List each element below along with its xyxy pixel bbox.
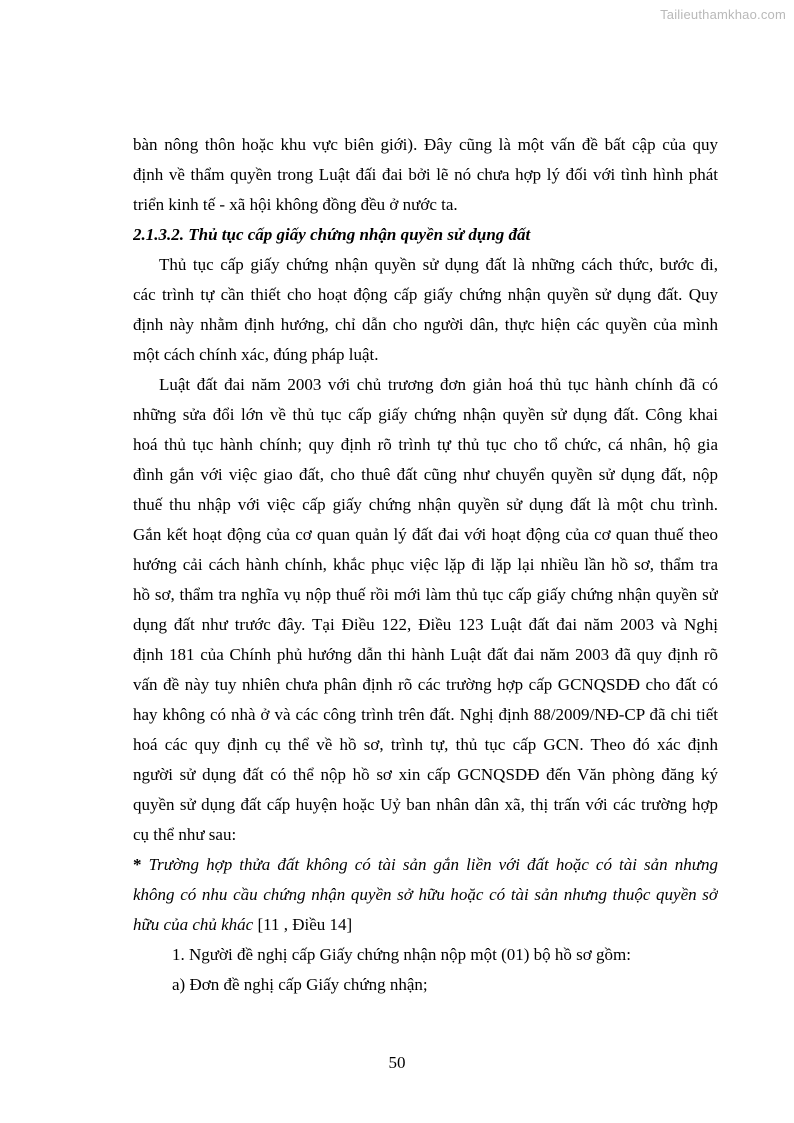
text-line: hồ sơ, thẩm tra nghĩa vụ nộp thuế rồi mới làm thủ tục cấp giấy chứng nhận quyền sử (133, 585, 718, 604)
case-note-text: Trường hợp thửa đất không có tài sản gắn liền với đất hoặc có tài sản nhưng (148, 855, 718, 874)
text-line: Thủ tục cấp giấy chứng nhận quyền sử dụng đất là những cách thức, bước đi, (159, 255, 718, 274)
text-line: cụ thể như sau: (133, 825, 237, 844)
text-line: hoá thủ tục hành chính; quy định rõ trình tự thủ tục cho tổ chức, cá nhân, hộ gia (133, 435, 718, 454)
text-line: các trình tự cần thiết cho hoạt động cấp giấy chứng nhận quyền sử dụng đất. Quy (133, 285, 718, 304)
text-line: những sửa đổi lớn về thủ tục cấp giấy chứng nhận quyền sử dụng đất. Công khai (133, 405, 718, 424)
case-note-text: hữu của chủ khác (133, 915, 254, 934)
text-line: thuế thu nhập với việc cấp giấy chứng nhận quyền sử dụng đất là một chu trình. (133, 495, 718, 514)
text-line: Gắn kết hoạt động của cơ quan quản lý đất đai với hoạt động của cơ quan thuế theo (133, 525, 718, 544)
text-line: Luật đất đai năm 2003 với chủ trương đơn giản hoá thủ tục hành chính đã có (159, 375, 718, 394)
case-note-line: không có nhu cầu chứng nhận quyền sở hữu hoặc có tài sản nhưng thuộc quyền sở (133, 885, 718, 904)
page-number: 50 (388, 1053, 406, 1072)
text-line: người sử dụng đất có thể nộp hồ sơ xin cấp GCNQSDĐ đến Văn phòng đăng ký (133, 765, 718, 784)
document-body (133, 130, 718, 1000)
text-line: dụng đất như trước đây. Tại Điều 122, Điều 123 Luật đất đai năm 2003 và Nghị (133, 615, 718, 634)
text-line: đình gắn với việc giao đất, cho thuê đất cũng như chuyển quyền sử dụng đất, nộp (133, 465, 718, 484)
case-note-line (133, 910, 718, 940)
case-note-line (133, 850, 718, 880)
section-heading: 2.1.3.2. Thủ tục cấp giấy chứng nhận quyền sử dụng đất (133, 225, 531, 244)
case-note-star: * (133, 855, 142, 874)
text-line: bàn nông thôn hoặc khu vực biên giới). Đây cũng là một vấn đề bất cập của quy (133, 135, 718, 154)
text-line: định về thẩm quyền trong Luật đấi đai bởi lẽ nó chưa hợp lý đối với tình hình phát (133, 165, 718, 184)
text-line: định 181 của Chính phủ hướng dẫn thi hành Luật đất đai năm 2003 đã quy định rõ (133, 645, 718, 664)
citation-ref: [11 , Điều 14] (253, 915, 353, 934)
text-line: vấn đề này tuy nhiên chưa phân định rõ các trường hợp cấp GCNQSDĐ cho đất có (133, 675, 718, 694)
text-line: một cách chính xác, đúng pháp luật. (133, 345, 379, 364)
text-line: quyền sử dụng đất cấp huyện hoặc Uỷ ban nhân dân xã, thị trấn với các trường hợp (133, 795, 718, 814)
text-line: hay không có nhà ở và các công trình trên đất. Nghị định 88/2009/NĐ-CP đã chi tiết (133, 705, 718, 724)
text-line: hoá các quy định cụ thể về hồ sơ, trình tự, thủ tục cấp GCN. Theo đó xác định (133, 735, 718, 754)
text-line: định này nhằm định hướng, chỉ dẫn cho người dân, thực hiện các quyền của mình (133, 315, 718, 334)
list-item: 1. Người đề nghị cấp Giấy chứng nhận nộp một (01) bộ hồ sơ gồm: (172, 945, 631, 964)
watermark: Tailieuthamkhao.com (660, 7, 786, 22)
text-line: triển kinh tế - xã hội không đồng đều ở nước ta. (133, 195, 458, 214)
list-item: a) Đơn đề nghị cấp Giấy chứng nhận; (172, 975, 428, 994)
text-line: hướng cải cách hành chính, khắc phục việc lặp đi lặp lại nhiều lần hồ sơ, thẩm tra (133, 555, 718, 574)
